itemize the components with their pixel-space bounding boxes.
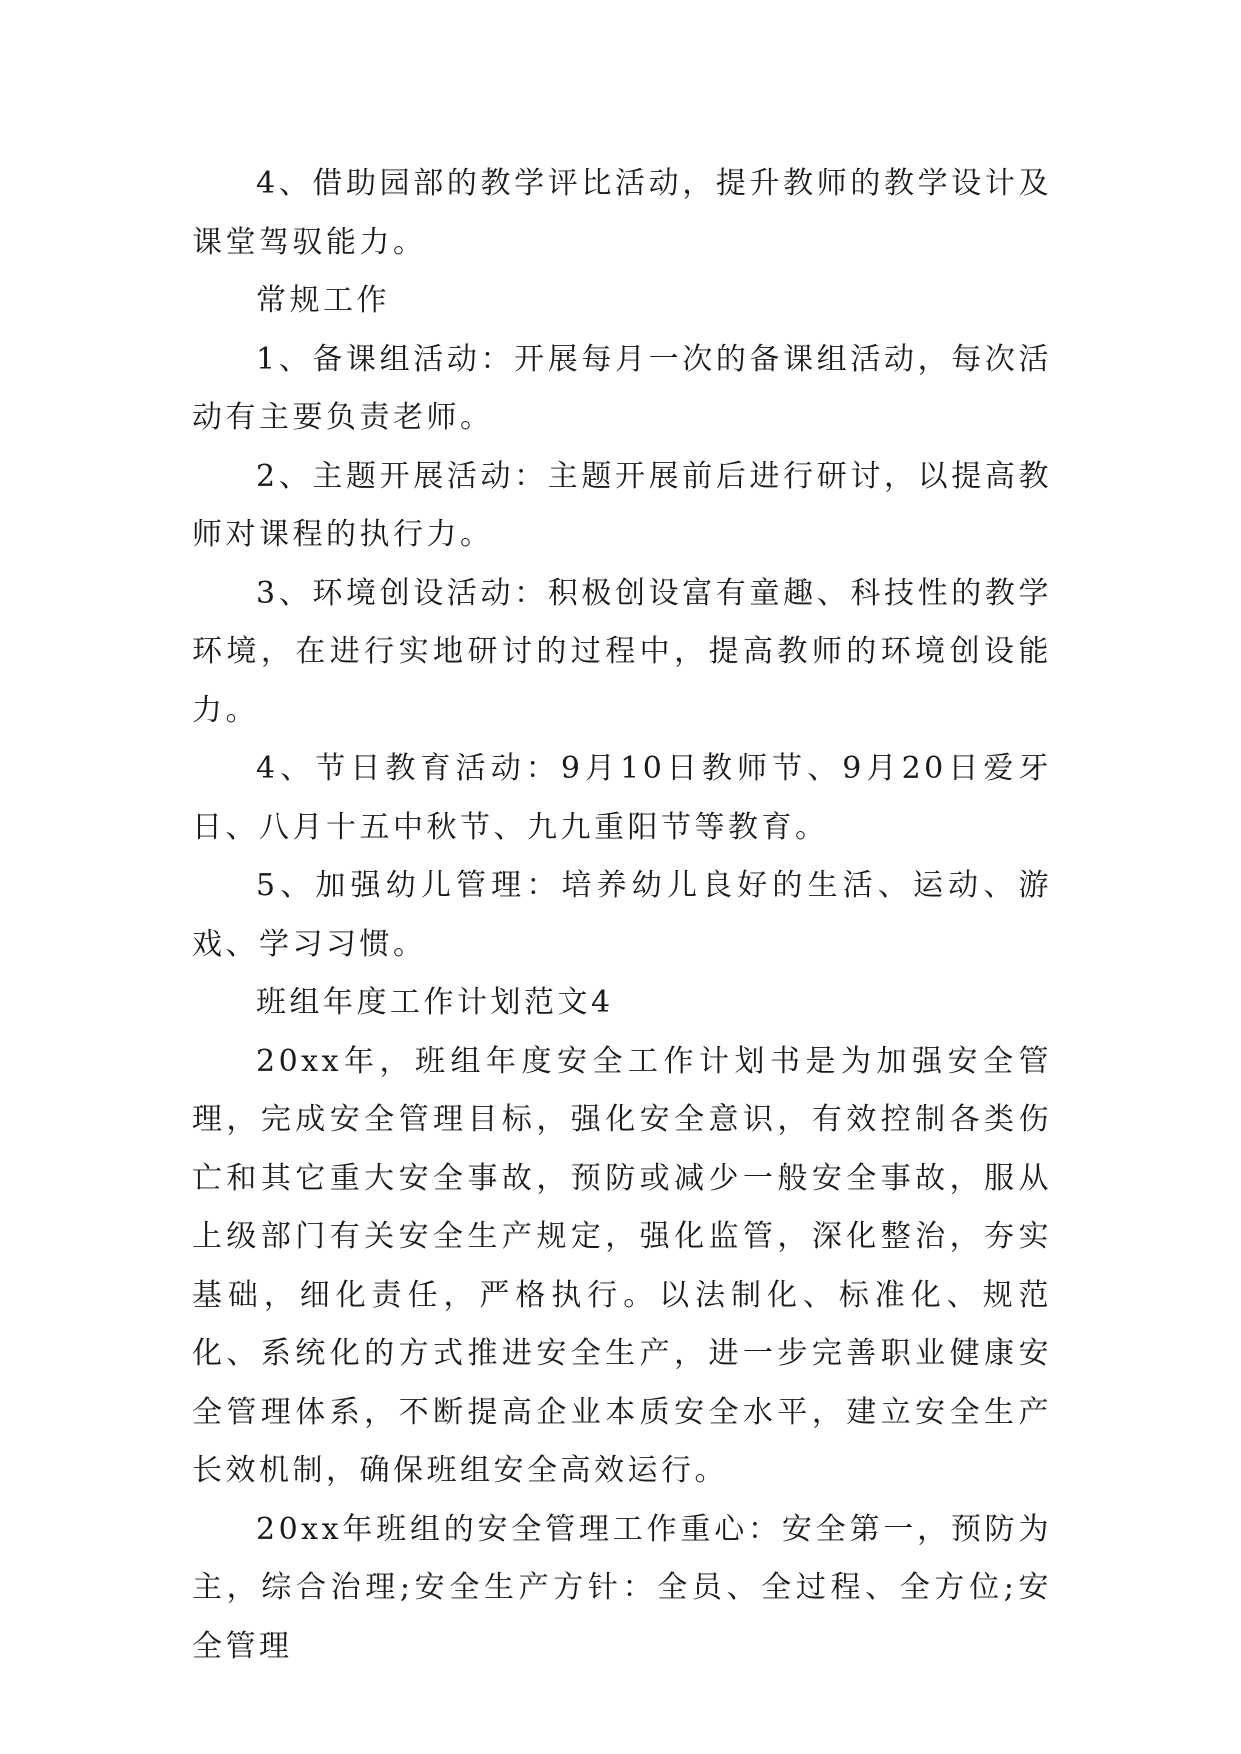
paragraph-lesson-prep-group: 1、备课组活动：开展每月一次的备课组活动，每次活动有主要负责老师。 [192,341,1052,435]
paragraph-environment-creation: 3、环境创设活动：积极创设富有童趣、科技性的教学环境，在进行实地研讨的过程中，提高教师的环境创设能力。 [192,575,1052,728]
paragraph-annual-safety-plan: 20xx年，班组年度安全工作计划书是为加强安全管理，完成安全管理目标，强化安全意识，有效控制各类伤亡和其它重大安全事故，预防或减少一般安全事故，服从上级部门有关安全生产规定，强化监管，深化整治，夯实基础，细化责任，严格执行。以法制化、标准化、规范化、系统化的方式推进安全生产，进一步完善职业健康安全管理体系，不断提高企业本质安全水平，建立安全生产长效机制，确保班组安全高效运行。 [192,1043,1052,1488]
paragraph-child-management: 5、加强幼儿管理：培养幼儿良好的生活、运动、游戏、学习习惯。 [192,868,1052,962]
section-heading-routine-work: 常规工作 [256,283,390,318]
document-body [192,155,1052,1676]
paragraph-safety-focus: 20xx年班组的安全管理工作重心：安全第一，预防为主，综合治理;安全生产方针：全员、全过程、全方位;安全管理 [192,1511,1052,1664]
paragraph-holiday-education: 4、节日教育活动：9月10日教师节、9月20日爱牙日、八月十五中秋节、九九重阳节等教育。 [192,751,1052,845]
section-heading-sample-4: 班组年度工作计划范文4 [256,985,614,1020]
paragraph-teaching-evaluation: 4、借助园部的教学评比活动，提升教师的教学设计及课堂驾驭能力。 [192,166,1052,260]
paragraph-theme-activities: 2、主题开展活动：主题开展前后进行研讨，以提高教师对课程的执行力。 [192,458,1052,552]
